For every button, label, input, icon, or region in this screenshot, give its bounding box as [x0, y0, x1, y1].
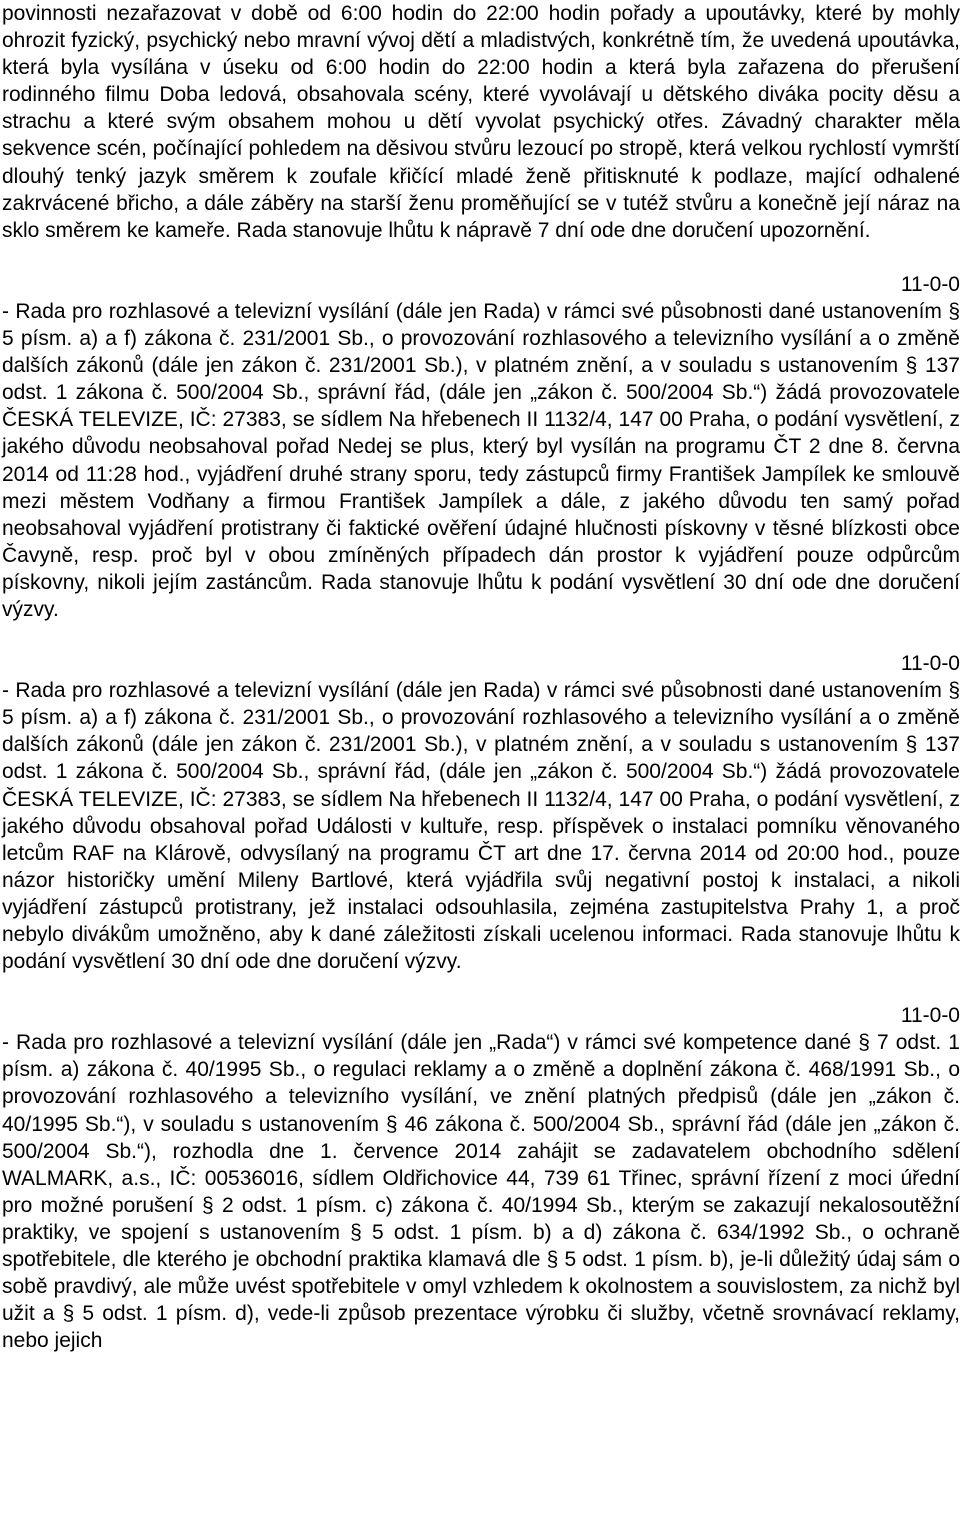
paragraph-3: - Rada pro rozhlasové a televizní vysílání (dále jen Rada) v rámci své působnosti dané ustanovením § 5 písm. a) a f) zákona č. 231/2001 Sb., o provozování rozhlasového a televizního vysílání a o změně dalších zákonů (dále jen zákon č. 231/2001 Sb.), v platném znění, a v souladu s ustanovením § 137 odst. 1 zákona č. 500/2004 Sb., správní řád, (dále jen „zákon č. 500/2004 Sb.“) žádá provozovatele ČESKÁ TELEVIZE, IČ: 27383, se sídlem Na hřebenech II 1132/4, 147 00 Praha, o podání vysvětlení, z jakého důvodu obsahoval pořad Události v kultuře, resp. příspěvek o instalaci pomníku věnovaného letcům RAF na Klárově, odvysílaný na programu ČT art dne 17. června 2014 od 20:00 hod., pouze názor historičky umění Mileny Bartlové, která vyjádřila svůj negativní postoj k instalaci, a nikoli vyjádření zástupců protistrany, jež instalaci odsouhlasila, zejména zastupitelstva Prahy 1, a proč nebylo divákům umožněno, aby k dané záležitosti získali ucelenou informaci. Rada stanovuje lhůtu k podání vysvětlení 30 dní ode dne doručení výzvy. [2, 679, 960, 974]
vote-result-2: 11-0-0 [900, 652, 960, 676]
paragraph-1: povinnosti nezařazovat v době od 6:00 hodin do 22:00 hodin pořady a upoutávky, které by mohly ohrozit fyzický, psychický nebo mravní vývoj dětí a mladistvých, konkrétně tím, že uvedená upoutávka, která byla vysílána v úseku od 6:00 hodin do 22:00 hodin a která byla zařazena do přerušení rodinného filmu Doba ledová, obsahovala scény, které vyvolávají u dětského diváka pocity děsu a strachu a které svým obsahem mohou u dětí vyvolat psychický otřes. Závadný charakter měla sekvence scén, počínající pohledem na děsivou stvůru lezoucí po stropě, která velkou rychlostí vymrští dlouhý tenký jazyk směrem k zoufale křičící mladé ženě přitisknuté k podlaze, mající odhalené zakrvácené břicho, a dále záběry na starší ženu proměňující se v tutéž stvůru a konečně její náraz na sklo směrem ke kameře. Rada stanovuje lhůtu k nápravě 7 dní ode dne doručení upozornění. [2, 2, 960, 242]
paragraph-4: - Rada pro rozhlasové a televizní vysílání (dále jen „Rada“) v rámci své kompetence dané § 7 odst. 1 písm. a) zákona č. 40/1995 Sb., o regulaci reklamy a o změně a doplnění zákona č. 468/1991 Sb., o provozování rozhlasového a televizního vysílání, ve znění platných předpisů (dále jen „zákon č. 40/1995 Sb.“), v souladu s ustanovením § 46 zákona č. 500/2004 Sb., správní řád (dále jen „zákon č. 500/2004 Sb.“), rozhodla dne 1. července 2014 zahájit se zadavatelem obchodního sdělení WALMARK, a.s., IČ: 00536016, sídlem Oldřichovice 44, 739 61 Třinec, správní řízení z moci úřední pro možné porušení § 2 odst. 1 písm. c) zákona č. 40/1994 Sb., kterým se zakazují nekalosoutěžní praktiky, ve spojení s ustanovením § 5 odst. 1 písm. b) a d) zákona č. 634/1992 Sb., o ochraně spotřebitele, dle kterého je obchodní praktika klamavá dle § 5 odst. 1 písm. b), je-li důležitý údaj sám o sobě pravdivý, ale může uvést spotřebitele v omyl vzhledem k okolnostem a souvislostem, za nichž byl užit a § 5 odst. 1 písm. d), vede-li způsob prezentace výrobku či služby, včetně srovnávací reklamy, nebo jejich [2, 1031, 960, 1353]
paragraph-gap [2, 244, 960, 271]
paragraph-gap [2, 975, 960, 1002]
vote-result-1: 11-0-0 [900, 272, 960, 296]
vote-result-3: 11-0-0 [900, 1004, 960, 1028]
paragraph-2: - Rada pro rozhlasové a televizní vysílání (dále jen Rada) v rámci své působnosti dané ustanovením § 5 písm. a) a f) zákona č. 231/2001 Sb., o provozování rozhlasového a televizního vysílání a o změně dalších zákonů (dále jen zákon č. 231/2001 Sb.), v platném znění, a v souladu s ustanovením § 137 odst. 1 zákona č. 500/2004 Sb., správní řád, (dále jen „zákon č. 500/2004 Sb.“) žádá provozovatele ČESKÁ TELEVIZE, IČ: 27383, se sídlem Na hřebenech II 1132/4, 147 00 Praha, o podání vysvětlení, z jakého důvodu neobsahoval pořad Nedej se plus, který byl vysílán na programu ČT 2 dne 8. června 2014 od 11:28 hod., vyjádření druhé strany sporu, tedy zástupců firmy František Jampílek ke smlouvě mezi městem Vodňany a firmou František Jampílek a dále, z jakého důvodu ten samý pořad neobsahoval vyjádření protistrany či faktické ověření údajné hlučnosti pískovny v těsné blízkosti obce Čavyně, resp. proč byl v obou zmíněných případech dán prostor k vyjádření pouze odpůrcům pískovny, nikoli jejím zastáncům. Rada stanovuje lhůtu k podání vysvětlení 30 dní ode dne doručení výzvy. [2, 299, 960, 621]
paragraph-gap [2, 623, 960, 650]
